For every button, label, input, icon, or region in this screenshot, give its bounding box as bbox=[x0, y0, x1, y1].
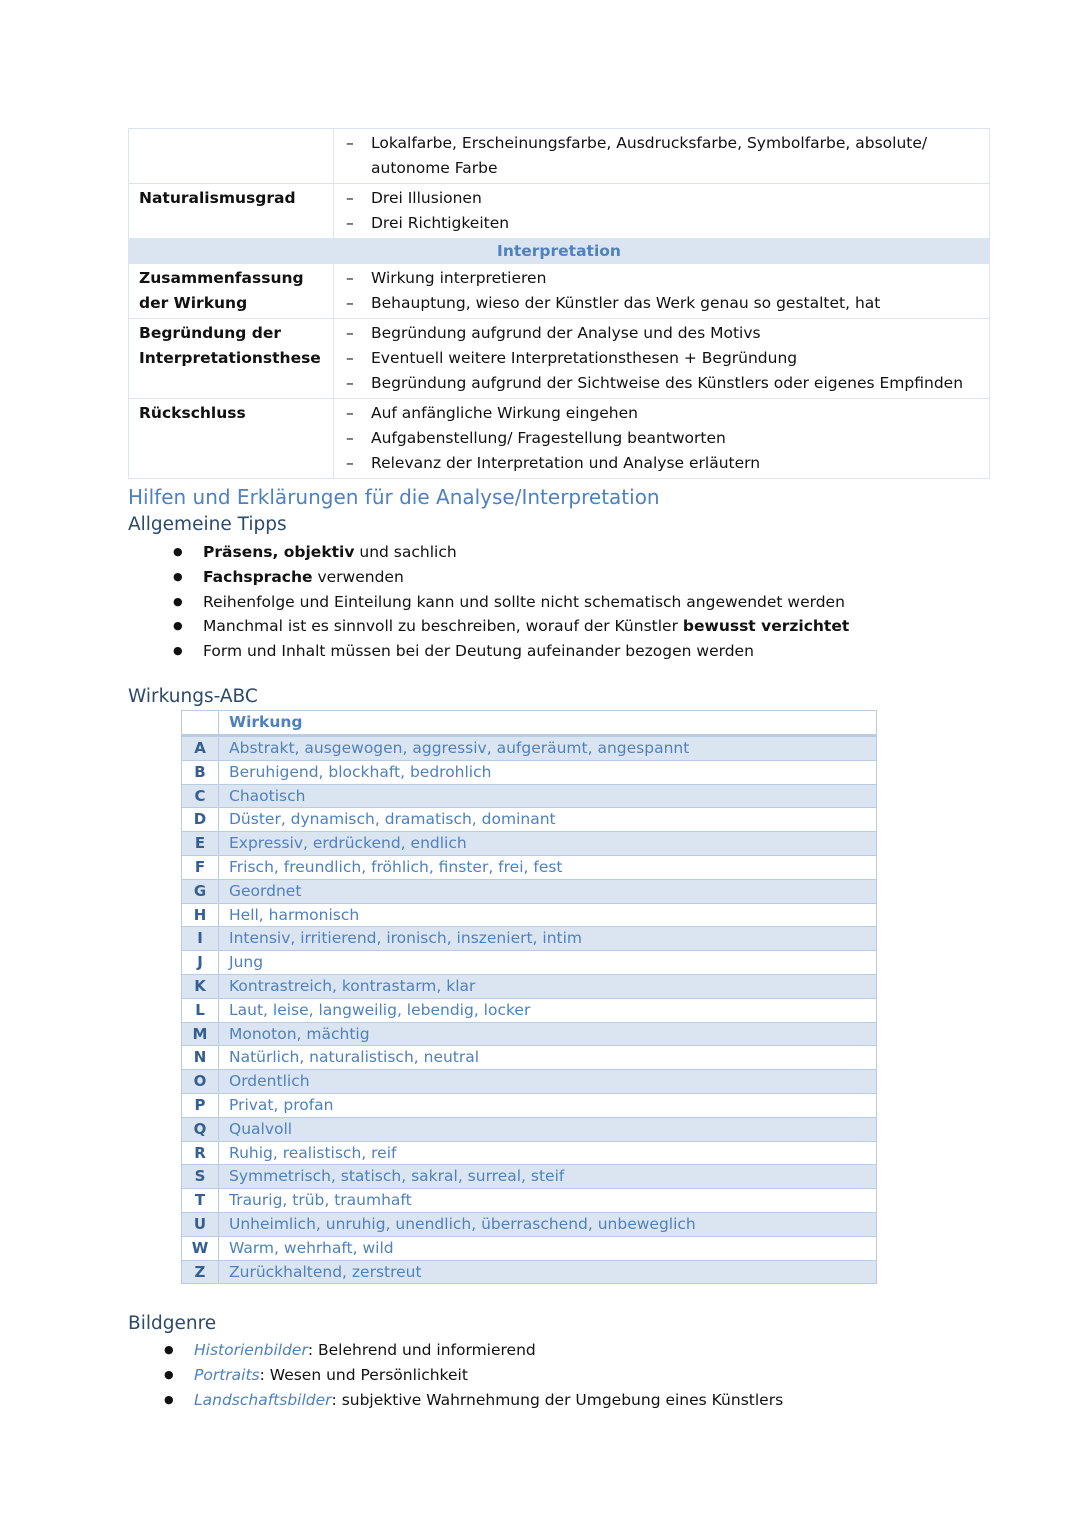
row-content bbox=[334, 129, 989, 183]
row-letter: N bbox=[182, 1046, 219, 1069]
row-content bbox=[334, 319, 989, 398]
list-item: ● Portraits: Wesen und Persönlichkeit bbox=[194, 1363, 783, 1388]
abc-title: Wirkungs-ABC bbox=[128, 686, 258, 707]
list-item: – Begründung aufgrund der Sichtweise des Künstlers oder eigenes Empfinden bbox=[346, 371, 989, 396]
row-letter: B bbox=[182, 761, 219, 784]
row-letter: I bbox=[182, 927, 219, 950]
table-row bbox=[182, 1045, 876, 1069]
table-row bbox=[182, 998, 876, 1022]
row-words: Symmetrisch, statisch, sakral, surreal, steif bbox=[229, 1167, 565, 1186]
table-row bbox=[182, 950, 876, 974]
table-row bbox=[182, 855, 876, 879]
section-subheading bbox=[129, 238, 989, 263]
row-content bbox=[334, 184, 989, 238]
table-row bbox=[182, 1164, 876, 1188]
table-header bbox=[182, 711, 876, 736]
table-row bbox=[129, 263, 989, 318]
row-words: Natürlich, naturalistisch, neutral bbox=[229, 1048, 480, 1067]
table-row bbox=[182, 903, 876, 927]
row-content bbox=[334, 264, 989, 318]
row-letter: J bbox=[182, 951, 219, 974]
item-text: Begründung aufgrund der Analyse und des Motivs bbox=[371, 324, 761, 342]
tips-list bbox=[203, 540, 849, 664]
item-text: Lokalfarbe, Erscheinungsfarbe, Ausdrucksfarbe, Symbolfarbe, absolute/ autonome Farbe bbox=[371, 134, 928, 177]
item-text: Drei Illusionen bbox=[371, 189, 482, 207]
item-text: Auf anfängliche Wirkung eingehen bbox=[371, 404, 638, 422]
section-subtitle: Allgemeine Tipps bbox=[128, 514, 287, 535]
list-item: ● Manchmal ist es sinnvoll zu beschreiben, worauf der Künstler bewusst verzichtet bbox=[203, 614, 849, 639]
item-text: Begründung aufgrund der Sichtweise des Künstlers oder eigenes Empfinden bbox=[371, 374, 964, 392]
row-words: Zurückhaltend, zerstreut bbox=[229, 1262, 422, 1281]
list-item: – Auf anfängliche Wirkung eingehen bbox=[346, 401, 989, 426]
row-label bbox=[129, 129, 334, 183]
row-letter: W bbox=[182, 1237, 219, 1260]
list-item: ● Fachsprache verwenden bbox=[203, 565, 849, 590]
table-row bbox=[182, 879, 876, 903]
genre-list bbox=[194, 1338, 783, 1412]
table-row bbox=[182, 1141, 876, 1165]
list-item: ● Form und Inhalt müssen bei der Deutung aufeinander bezogen werden bbox=[203, 639, 849, 664]
row-letter: H bbox=[182, 904, 219, 927]
item-text: Wirkung interpretieren bbox=[371, 269, 547, 287]
table-row bbox=[182, 926, 876, 950]
wirkungs-abc-table bbox=[181, 710, 877, 1284]
row-words: Ruhig, realistisch, reif bbox=[229, 1143, 397, 1162]
list-item: ● Historienbilder: Belehrend und informierend bbox=[194, 1338, 783, 1363]
row-letter: C bbox=[182, 785, 219, 808]
list-item: – Eventuell weitere Interpretationsthesen + Begründung bbox=[346, 346, 989, 371]
table-row bbox=[182, 1093, 876, 1117]
item-text: Aufgabenstellung/ Fragestellung beantworten bbox=[371, 429, 726, 447]
table-row bbox=[182, 1212, 876, 1236]
row-letter: Z bbox=[182, 1261, 219, 1284]
row-words: Ordentlich bbox=[229, 1072, 310, 1091]
table-row bbox=[182, 974, 876, 998]
row-label: Begründung der Interpretationsthese bbox=[129, 319, 334, 398]
list-item: – Aufgabenstellung/ Fragestellung beantworten bbox=[346, 426, 989, 451]
row-words: Unheimlich, unruhig, unendlich, überraschend, unbeweglich bbox=[229, 1214, 696, 1233]
subheading-text: Interpretation bbox=[497, 242, 621, 260]
row-words: Expressiv, erdrückend, endlich bbox=[229, 834, 467, 853]
row-letter: S bbox=[182, 1165, 219, 1188]
row-letter: K bbox=[182, 975, 219, 998]
row-words: Düster, dynamisch, dramatisch, dominant bbox=[229, 810, 556, 829]
row-label: Zusammenfassung der Wirkung bbox=[129, 264, 334, 318]
table-row bbox=[182, 784, 876, 808]
row-label: Rückschluss bbox=[129, 399, 334, 478]
row-words: Jung bbox=[229, 953, 264, 972]
list-item: – Drei Richtigkeiten bbox=[346, 211, 989, 236]
list-item: ● Landschaftsbilder: subjektive Wahrnehmung der Umgebung eines Künstlers bbox=[194, 1388, 783, 1413]
section-title: Hilfen und Erklärungen für die Analyse/Interpretation bbox=[128, 485, 660, 509]
row-letter: P bbox=[182, 1094, 219, 1117]
list-item: – Relevanz der Interpretation und Analyse erläutern bbox=[346, 451, 989, 476]
row-words: Monoton, mächtig bbox=[229, 1024, 370, 1043]
table-row bbox=[129, 398, 989, 478]
row-letter: A bbox=[182, 737, 219, 760]
row-letter: Q bbox=[182, 1118, 219, 1141]
list-item: ● Präsens, objektiv und sachlich bbox=[203, 540, 849, 565]
table-row bbox=[182, 1117, 876, 1141]
item-text: Relevanz der Interpretation und Analyse erläutern bbox=[371, 454, 761, 472]
list-item: – Lokalfarbe, Erscheinungsfarbe, Ausdrucksfarbe, Symbolfarbe, absolute/ autonome Farbe bbox=[346, 131, 989, 181]
row-letter: F bbox=[182, 856, 219, 879]
row-words: Traurig, trüb, traumhaft bbox=[229, 1191, 412, 1210]
row-letter: L bbox=[182, 999, 219, 1022]
row-words: Chaotisch bbox=[229, 786, 306, 805]
item-text: Drei Richtigkeiten bbox=[371, 214, 510, 232]
row-words: Abstrakt, ausgewogen, aggressiv, aufgeräumt, angespannt bbox=[229, 739, 690, 757]
list-item: – Drei Illusionen bbox=[346, 186, 989, 211]
table-row bbox=[129, 183, 989, 238]
row-letter: M bbox=[182, 1023, 219, 1046]
table-row bbox=[182, 831, 876, 855]
row-words: Intensiv, irritierend, ironisch, inszeniert, intim bbox=[229, 929, 583, 948]
row-letter: E bbox=[182, 832, 219, 855]
list-item: – Wirkung interpretieren bbox=[346, 266, 989, 291]
table-row bbox=[182, 1188, 876, 1212]
row-letter: T bbox=[182, 1189, 219, 1212]
row-words: Laut, leise, langweilig, lebendig, locker bbox=[229, 1000, 531, 1019]
row-words: Warm, wehrhaft, wild bbox=[229, 1238, 394, 1257]
row-words: Kontrastreich, kontrastarm, klar bbox=[229, 976, 476, 995]
header-letter-cell bbox=[182, 711, 219, 734]
list-item: – Behauptung, wieso der Künstler das Werk genau so gestaltet, hat bbox=[346, 291, 989, 316]
row-words: Hell, harmonisch bbox=[229, 905, 360, 924]
row-content bbox=[334, 399, 989, 478]
table-row bbox=[182, 736, 876, 760]
table-row bbox=[129, 129, 989, 183]
row-words: Qualvoll bbox=[229, 1119, 293, 1138]
table-row bbox=[182, 760, 876, 784]
interpretation-table bbox=[128, 128, 990, 479]
genre-title: Bildgenre bbox=[128, 1313, 217, 1334]
row-label: Naturalismusgrad bbox=[129, 184, 334, 238]
table-row bbox=[182, 807, 876, 831]
table-row bbox=[129, 318, 989, 398]
row-letter: D bbox=[182, 808, 219, 831]
row-letter: O bbox=[182, 1070, 219, 1093]
row-words: Geordnet bbox=[229, 881, 302, 900]
item-text: Behauptung, wieso der Künstler das Werk genau so gestaltet, hat bbox=[371, 294, 881, 312]
row-letter: G bbox=[182, 880, 219, 903]
list-item: – Begründung aufgrund der Analyse und des Motivs bbox=[346, 321, 989, 346]
header-label: Wirkung bbox=[229, 713, 303, 731]
table-row bbox=[182, 1260, 876, 1284]
table-row bbox=[182, 1022, 876, 1046]
row-letter: R bbox=[182, 1142, 219, 1165]
row-words: Frisch, freundlich, fröhlich, finster, frei, fest bbox=[229, 857, 563, 876]
row-words: Privat, profan bbox=[229, 1095, 334, 1114]
row-words: Beruhigend, blockhaft, bedrohlich bbox=[229, 762, 492, 781]
table-row bbox=[182, 1069, 876, 1093]
item-text: Eventuell weitere Interpretationsthesen + Begründung bbox=[371, 349, 798, 367]
list-item: ● Reihenfolge und Einteilung kann und sollte nicht schematisch angewendet werden bbox=[203, 590, 849, 615]
row-letter: U bbox=[182, 1213, 219, 1236]
table-row bbox=[182, 1236, 876, 1260]
